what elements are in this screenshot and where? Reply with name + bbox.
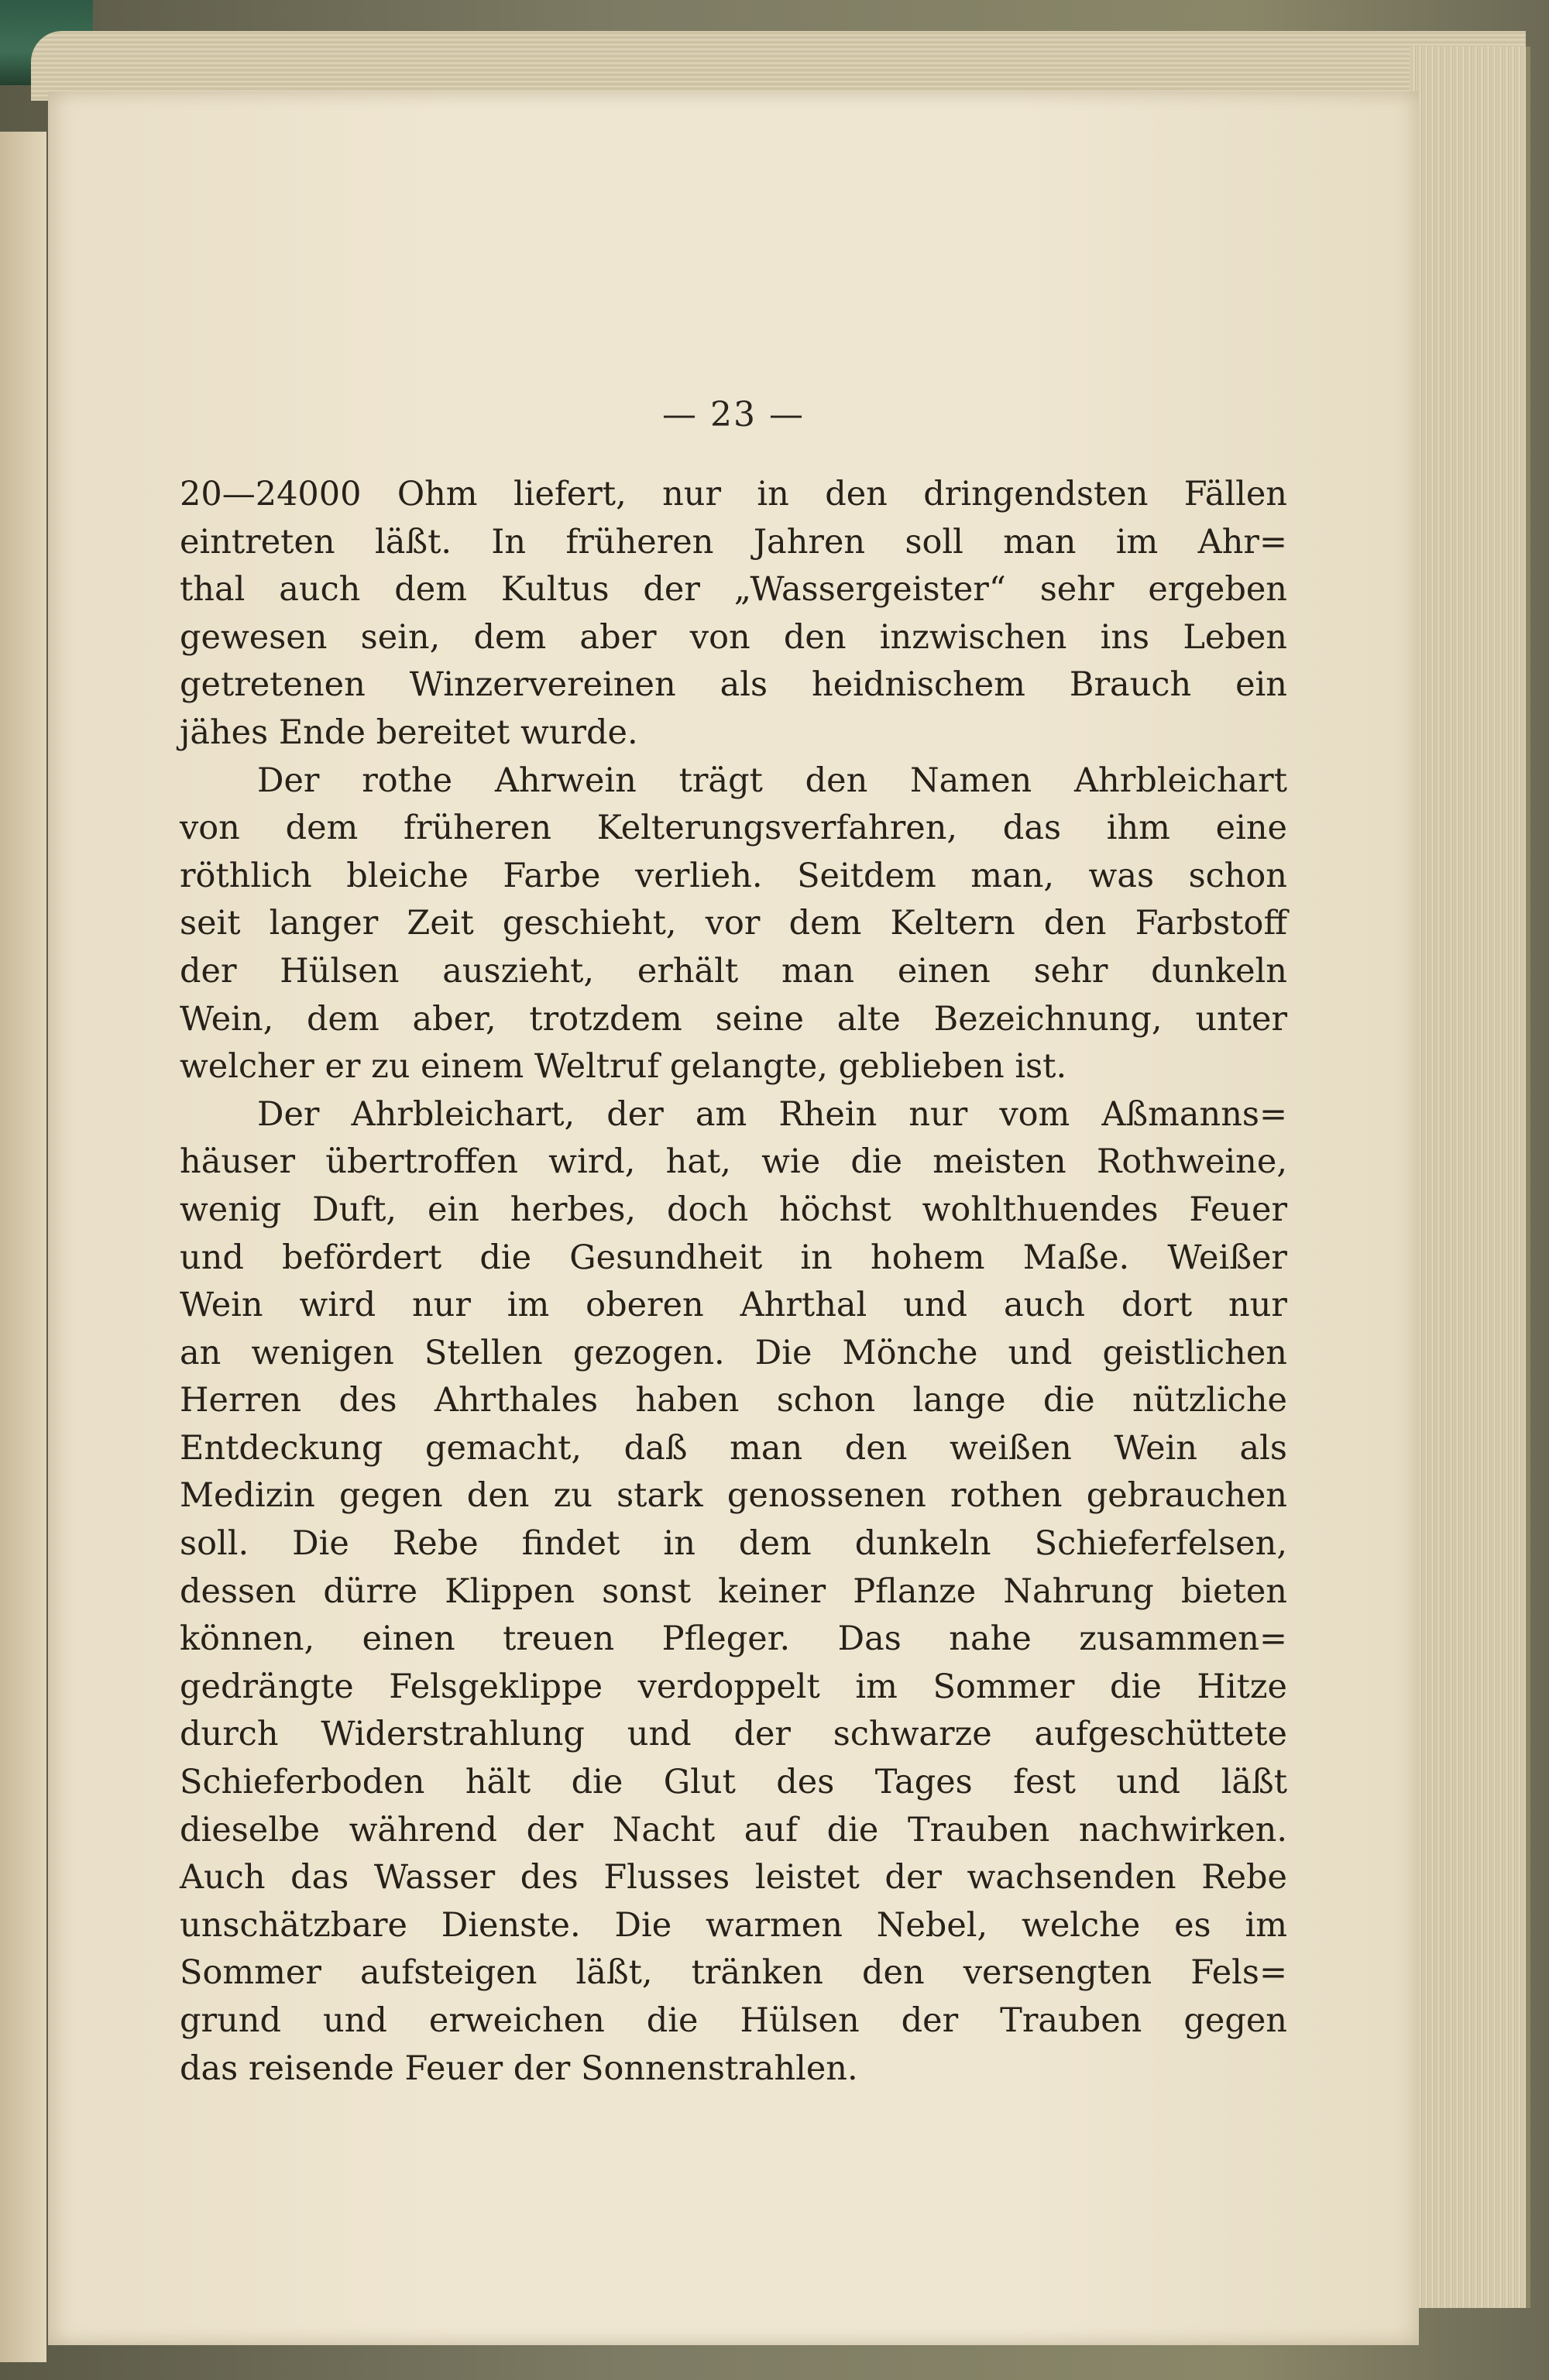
text-line: Der Ahrbleichart, der am Rhein nur vom Aßmanns= (257, 1094, 1287, 1134)
text-line: getretenen Winzervereinen als heidnischem Brauch ein (180, 665, 1287, 705)
page-number: — 23 — (662, 395, 805, 434)
text-line: können, einen treuen Pfleger. Das nahe zusammen= (180, 1619, 1287, 1659)
text-line: jähes Ende bereitet wurde. (180, 713, 638, 752)
text-line: dessen dürre Klippen sonst keiner Pflanze Nahrung bieten (180, 1571, 1287, 1611)
text-line: Herren des Ahrthales haben schon lange die nützliche (180, 1381, 1287, 1420)
paragraph-2 (180, 757, 1287, 1091)
text-line: unschätzbare Dienste. Die warmen Nebel, welche es im (180, 1905, 1287, 1945)
text-line: Wein, dem aber, trotzdem seine alte Bezeichnung, unter (180, 999, 1287, 1039)
text-line: durch Widerstrahlung und der schwarze aufgeschüttete (180, 1715, 1287, 1754)
text-line: röthlich bleiche Farbe verlieh. Seitdem man, was schon (180, 856, 1287, 895)
text-line: Entdeckung gemacht, daß man den weißen Wein als (180, 1428, 1287, 1468)
text-line: gedrängte Felsgeklippe verdoppelt im Sommer die Hitze (180, 1667, 1287, 1706)
text-line: an wenigen Stellen gezogen. Die Mönche und geistlichen (180, 1333, 1287, 1372)
text-line: von dem früheren Kelterungsverfahren, das ihm eine (180, 809, 1287, 848)
text-line: welcher er zu einem Weltruf gelangte, geblieben ist. (180, 1047, 1067, 1087)
paragraph-1 (180, 471, 1287, 757)
text-line: wenig Duft, ein herbes, doch höchst wohlthuendes Feuer (180, 1190, 1287, 1229)
text-line: soll. Die Rebe findet in dem dunkeln Schieferfelsen, (180, 1524, 1287, 1564)
paragraph-3 (180, 1091, 1287, 2093)
text-line: Sommer aufsteigen läßt, tränken den versengten Fels= (180, 1953, 1287, 1993)
body-text (180, 471, 1287, 2093)
text-line: thal auch dem Kultus der „Wassergeister“ sehr ergeben (180, 570, 1287, 610)
text-line: 20—24000 Ohm liefert, nur in den dringendsten Fällen (180, 475, 1287, 513)
text-line: seit langer Zeit geschieht, vor dem Keltern den Farbstoff (180, 904, 1287, 943)
text-line: gewesen sein, dem aber von den inzwischen ins Leben (180, 617, 1287, 657)
page-stack-right-edge (1410, 46, 1530, 2308)
book-page (48, 91, 1419, 2345)
text-line: der Hülsen auszieht, erhält man einen sehr dunkeln (180, 951, 1287, 991)
page-stack-top-edge (31, 31, 1526, 101)
text-line: eintreten läßt. In früheren Jahren soll man im Ahr= (180, 522, 1287, 562)
text-line: häuser übertroffen wird, hat, wie die meisten Rothweine, (180, 1142, 1287, 1182)
text-line: Der rothe Ahrwein trägt den Namen Ahrbleichart (257, 761, 1287, 800)
text-line: Schieferboden hält die Glut des Tages fest und läßt (180, 1763, 1287, 1802)
previous-page-edge (0, 132, 46, 2362)
text-line: Wein wird nur im oberen Ahrthal und auch dort nur (180, 1286, 1287, 1325)
text-line: und befördert die Gesundheit in hohem Maße. Weißer (180, 1238, 1287, 1277)
text-line: das reisende Feuer der Sonnenstrahlen. (180, 2049, 858, 2088)
text-line: Auch das Wasser des Flusses leistet der wachsenden Rebe (180, 1858, 1287, 1897)
text-line: Medizin gegen den zu stark genossenen rothen gebrauchen (180, 1476, 1287, 1516)
text-line: grund und erweichen die Hülsen der Trauben gegen (180, 2001, 1287, 2040)
text-line: dieselbe während der Nacht auf die Trauben nachwirken. (180, 1810, 1287, 1849)
